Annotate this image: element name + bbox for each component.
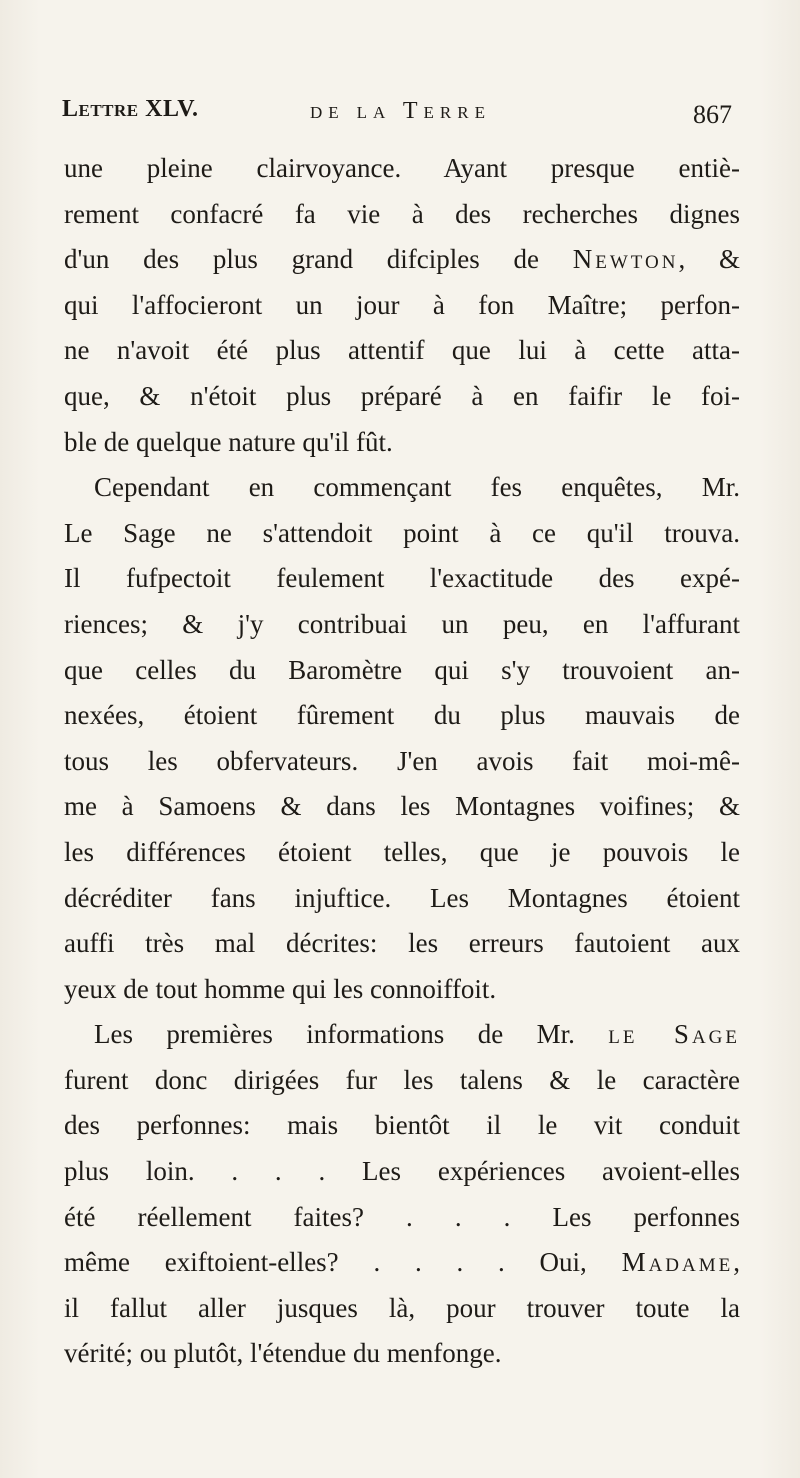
newton-name: Newton: [572, 244, 679, 275]
text-line: été réellement faites? . . . Les perfonnes: [64, 1201, 740, 1232]
text-line: ne n'avoit été plus attentif que lui à cette atta-: [64, 335, 740, 366]
text-line: me à Samoens & dans les Montagnes voifines; &: [64, 791, 740, 822]
text-line: les différences étoient telles, que je pouvois le: [64, 836, 740, 867]
text-line: une pleine clairvoyance. Ayant presque entiè-: [64, 153, 740, 183]
text-line: vérité; ou plutôt, l'étendue du menfonge.: [64, 1338, 502, 1369]
text-line: rement confacré fa vie à des recherches dignes: [64, 198, 740, 229]
le-sage-name: le Sage: [608, 1019, 741, 1050]
text-line: ble de quelque nature qu'il fût.: [64, 426, 393, 457]
text-line: que celles du Baromètre qui s'y trouvoient an-: [64, 654, 740, 685]
text-line: furent donc dirigées fur les talens & le caractère: [64, 1064, 740, 1095]
text-line: nexées, étoient fûrement du plus mauvais de: [64, 700, 740, 731]
body-text: [64, 146, 740, 1377]
text-line: même exiftoient-elles? . . . . Oui, Madame,: [64, 1247, 740, 1278]
running-header: [62, 92, 732, 132]
text-line: plus loin. . . . Les expériences avoient-elles: [64, 1156, 740, 1187]
header-section-title: de la Terre: [310, 98, 491, 124]
text-line: auffi très mal décrites: les erreurs fautoient aux: [64, 928, 740, 959]
text-line: que, & n'étoit plus préparé à en faifir le foi-: [64, 380, 740, 411]
paragraph-start: Les premières informations de Mr. le Sage: [94, 1019, 741, 1050]
text-line: qui l'affocieront un jour à fon Maître; perfon-: [64, 289, 740, 320]
text-line: Le Sage ne s'attendoit point à ce qu'il trouva.: [64, 517, 740, 548]
paragraph-start: Cependant en commençant fes enquêtes, Mr.: [94, 472, 740, 503]
text-line: riences; & j'y contribuai un peu, en l'affurant: [64, 608, 740, 639]
header-letter-number: Lettre XLV.: [62, 96, 199, 122]
text-line: des perfonnes: mais bientôt il le vit conduit: [64, 1110, 740, 1141]
text-line: yeux de tout homme qui les connoiffoit.: [64, 973, 497, 1004]
text-line: d'un des plus grand difciples de Newton, &: [64, 244, 740, 275]
text-line: il fallut aller jusques là, pour trouver toute la: [64, 1292, 740, 1323]
text-line: Il fufpectoit feulement l'exactitude des expé-: [64, 563, 740, 594]
page-number: 867: [693, 100, 732, 129]
text-line: tous les obfervateurs. J'en avois fait moi-mê-: [64, 745, 740, 776]
text-line: décréditer fans injuftice. Les Montagnes étoient: [64, 882, 740, 913]
madame-word: Madame: [621, 1247, 734, 1278]
